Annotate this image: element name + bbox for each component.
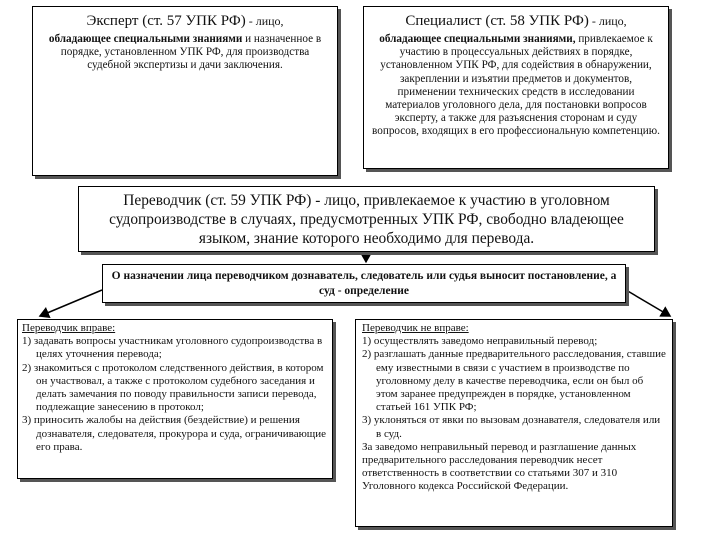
rights-heading: Переводчик вправе: <box>22 322 116 334</box>
expert-bold: обладающее специальными знаниями <box>48 33 243 45</box>
specialist-heading <box>372 13 660 30</box>
specialist-title: Специалист (ст. 58 УПК РФ) <box>405 13 589 29</box>
rights-box <box>17 319 333 479</box>
expert-dash: - лицо, <box>245 14 284 28</box>
specialist-box <box>363 6 669 169</box>
rights-list <box>22 335 328 454</box>
appointment-text: О назначении лица переводчиком дознаватель, следователь или судья выносит постановление, а суд - определение <box>111 270 617 297</box>
rights-item-2: 2) знакомиться с протоколом следственного действия, в котором он участвовал, а также с протоколом судебного заседания и делать замечания по поводу правильности записи перевода, подлежащие занесению в протокол; <box>22 361 324 414</box>
liability-note: За заведомо неправильный перевод и разглашение данных предварительного расследования переводчик несет ответственность в соответствии со статьями 307 и 310 Уголовного кодекса Российской Федерации. <box>362 440 637 493</box>
expert-box <box>32 6 338 176</box>
prohibitions-heading: Переводчик не вправе: <box>362 322 469 334</box>
specialist-definition <box>372 33 660 139</box>
prohibitions-item-3: 3) уклоняться от явки по вызовам дознавателя, следователя или в суд. <box>362 414 661 440</box>
prohibitions-list <box>362 335 666 441</box>
expert-title: Эксперт (ст. 57 УПК РФ) <box>86 13 246 29</box>
prohibitions-box <box>355 319 673 527</box>
translator-title: Переводчик (ст. 59 УПК РФ) <box>123 192 312 209</box>
specialist-text: привлекаемое к участию в процессуальных действиях в порядке, установленном УПК РФ, для содействия в обнаружении, закреплении и изъятии предметов и документов, применении технических средств в исследовании материалов уголовного дела, для постановки вопросов эксперту, а также для разъяснения сторонам и суду вопросов, входящих в его профессиональную компетенцию. <box>372 33 660 138</box>
expert-definition <box>41 33 329 73</box>
expert-heading <box>41 13 329 30</box>
specialist-bold: обладающее специальными знаниями, <box>379 33 576 45</box>
translator-box <box>78 186 655 252</box>
rights-item-1: 1) задавать вопросы участникам уголовного судопроизводства в целях уточнения перевода; <box>22 335 323 361</box>
appointment-box <box>102 264 626 303</box>
prohibitions-item-2: 2) разглашать данные предварительного расследования, ставшие ему известными в связи с участием в производстве по уголовному делу в качестве переводчика, если он был об этом заранее предупрежден в порядке, установленном статьей 161 УПК РФ; <box>362 348 666 414</box>
arrow-to-prohibitions <box>626 290 670 316</box>
translator-text: - лицо, привлекаемое к участию в уголовном судопроизводстве в случаях, предусмотренных УПК РФ, свободно владеющее языком, знание которого необходимо для перевода. <box>109 192 624 247</box>
specialist-dash: - лицо, <box>588 14 627 28</box>
arrow-to-rights <box>40 290 102 316</box>
rights-item-3: 3) приносить жалобы на действия (бездействие) и решения дознавателя, следователя, прокурора и суда, ограничивающие его права. <box>22 414 327 453</box>
prohibitions-item-1: 1) осуществлять заведомо неправильный перевод; <box>362 335 598 348</box>
expert-text: и назначенное в порядке, установленном УПК РФ, для производства судебной экспертизы и дачи заключения. <box>60 33 322 72</box>
